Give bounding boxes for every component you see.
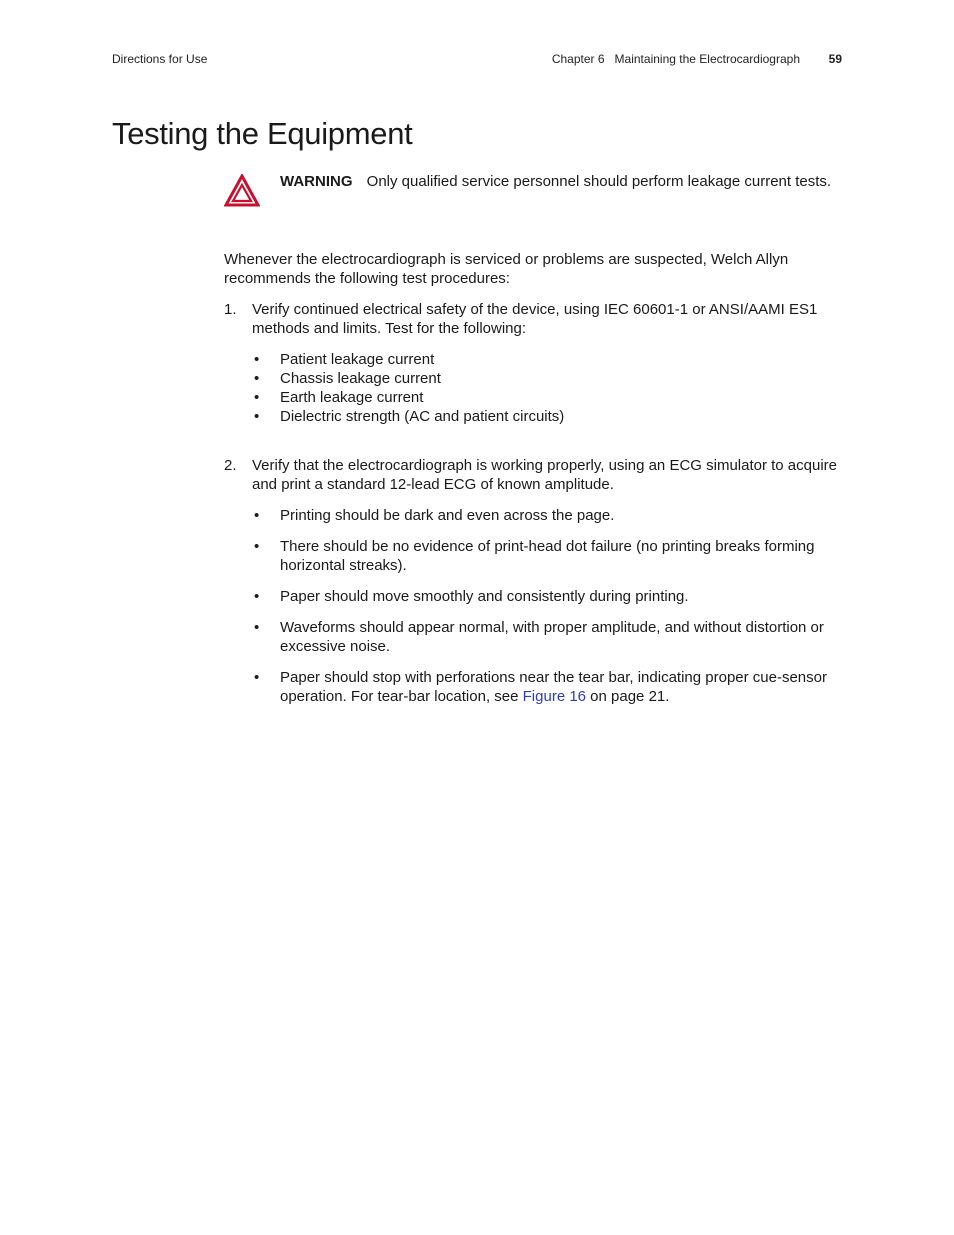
list-item: • There should be no evidence of print-head dot failure (no printing breaks forming horizontal streaks). [254, 538, 815, 574]
list-item: • Chassis leakage current [254, 370, 441, 387]
step-number: 1. [224, 301, 237, 318]
step-text: Verify continued electrical safety of the device, using IEC 60601-1 or ANSI/AAMI ES1 methods and limits. Test for the following: [252, 301, 818, 337]
list-item: • Paper should stop with perforations near the tear bar, indicating proper cue-sensor operation. For tear-bar location, see Figure 16 on page 21. [254, 669, 827, 705]
list-item: • Printing should be dark and even across the page. [254, 507, 615, 524]
list-item: • Paper should move smoothly and consistently during printing. [254, 588, 689, 605]
list-item: • Patient leakage current [254, 351, 435, 368]
step-2 [224, 456, 844, 706]
intro-paragraph: Whenever the electrocardiograph is serviced or problems are suspected, Welch Allyn recommends the following test procedures: [224, 251, 789, 287]
main-content [224, 250, 844, 718]
list-item: • Waveforms should appear normal, with proper amplitude, and without distortion or excessive noise. [254, 619, 824, 655]
figure-16-link[interactable]: Figure 16 [522, 688, 587, 705]
list-item: • Dielectric strength (AC and patient circuits) [254, 408, 565, 425]
warning-message: Only qualified service personnel should perform leakage current tests. [366, 173, 832, 190]
chapter-label [552, 52, 800, 66]
warning-text-block [280, 172, 840, 191]
bullet-list [252, 506, 844, 706]
chapter-number: Chapter 6 [551, 52, 605, 66]
chapter-title: Maintaining the Electrocardiograph [614, 52, 800, 66]
page-title: Testing the Equipment [112, 116, 413, 151]
step-1 [224, 300, 844, 426]
list-item: • Earth leakage current [254, 389, 424, 406]
page-header [112, 52, 842, 70]
warning-label: WARNING [280, 173, 353, 190]
warning-triangle-icon [224, 174, 260, 208]
bullet-list [252, 350, 844, 426]
page-number: 59 [828, 52, 842, 66]
document-title: Directions for Use [112, 52, 208, 66]
step-text: Verify that the electrocardiograph is working properly, using an ECG simulator to acquire and print a standard 12-lead ECG of known amplitude. [252, 457, 838, 493]
step-number: 2. [224, 457, 237, 474]
